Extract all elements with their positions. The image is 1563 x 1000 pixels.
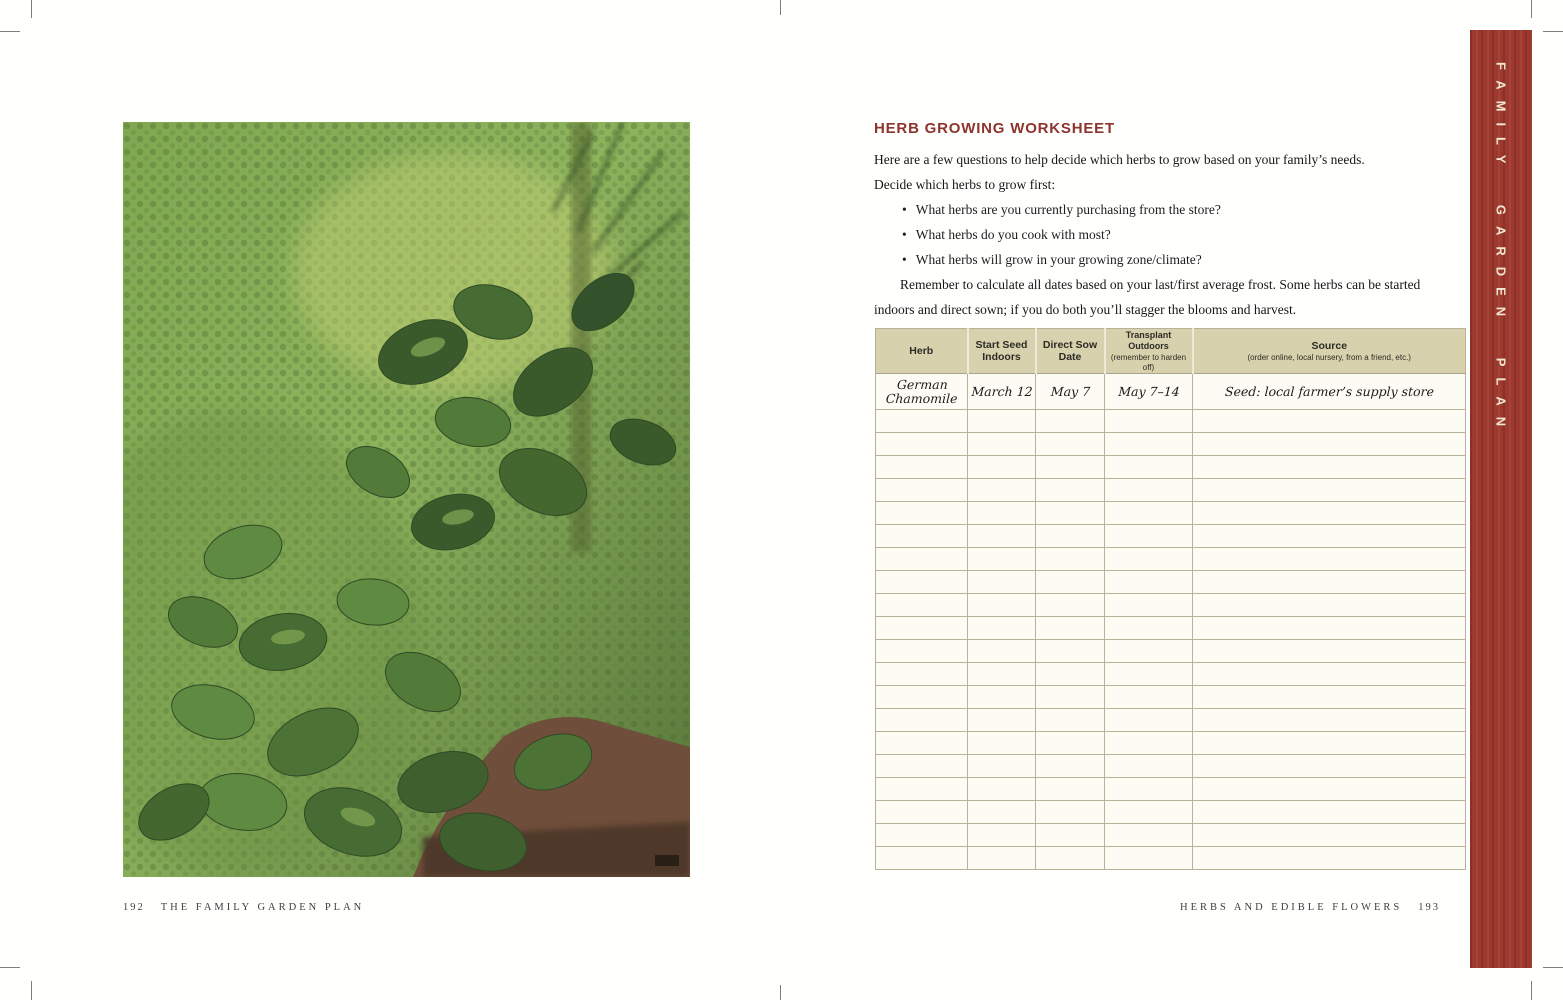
empty-table-row [876,755,1466,778]
left-page-number: 192 [123,902,145,913]
column-header-transplant-outdoors: Transplant Outdoors (remember to harden off) [1105,329,1193,374]
empty-table-cell [1036,525,1105,548]
empty-table-cell [876,410,968,433]
empty-table-cell [1105,456,1193,479]
empty-table-row [876,847,1466,870]
empty-table-row [876,663,1466,686]
empty-table-cell [876,571,968,594]
empty-table-cell [968,686,1036,709]
crop-mark [1543,31,1563,32]
cell-source: Seed: local farmer’s supply store [1192,374,1467,410]
bullet-icon: • [902,227,907,242]
empty-table-cell [1105,479,1193,502]
crop-mark [780,985,781,1000]
worksheet-bullet [902,197,1464,222]
empty-table-cell [1193,778,1466,801]
empty-table-cell [1105,502,1193,525]
empty-table-cell [1193,755,1466,778]
empty-table-cell [968,571,1036,594]
empty-table-cell [876,456,968,479]
empty-table-cell [968,548,1036,571]
empty-table-cell [876,847,968,870]
cell-herb: German Chamomile [875,374,969,410]
empty-table-cell [1193,502,1466,525]
empty-table-cell [1036,778,1105,801]
empty-table-cell [968,709,1036,732]
bullet-text: What herbs do you cook with most? [915,227,1111,242]
empty-table-cell [1193,640,1466,663]
empty-table-cell [876,663,968,686]
empty-table-row [876,433,1466,456]
column-header-source: Source (order online, local nursery, from a friend, etc.) [1193,329,1466,374]
empty-table-cell [1193,594,1466,617]
empty-table-cell [876,433,968,456]
table-header-row [876,329,1466,374]
empty-table-cell [876,732,968,755]
empty-table-cell [1105,801,1193,824]
filled-table-row [876,374,1466,410]
empty-table-row [876,479,1466,502]
empty-table-cell [968,663,1036,686]
book-title: THE FAMILY GARDEN PLAN [160,902,365,913]
empty-table-row [876,525,1466,548]
empty-table-cell [968,502,1036,525]
herb-photo [123,122,690,877]
empty-table-cell [1036,548,1105,571]
empty-table-cell [1105,525,1193,548]
empty-table-cell [1105,778,1193,801]
empty-table-cell [1105,663,1193,686]
empty-table-cell [876,755,968,778]
empty-table-cell [968,847,1036,870]
crop-mark [0,31,20,32]
empty-table-cell [876,617,968,640]
empty-table-cell [1036,824,1105,847]
empty-table-cell [1193,548,1466,571]
worksheet-intro: Here are a few questions to help decide which herbs to grow based on your family’s needs. [874,152,1365,167]
empty-table-row [876,640,1466,663]
empty-table-cell [1036,732,1105,755]
empty-table-cell [968,594,1036,617]
empty-table-row [876,571,1466,594]
empty-table-cell [1193,824,1466,847]
empty-table-cell [876,502,968,525]
empty-table-cell [1105,732,1193,755]
column-header-herb: Herb [876,329,968,374]
empty-table-cell [968,640,1036,663]
empty-table-row [876,709,1466,732]
empty-table-cell [968,410,1036,433]
empty-table-cell [876,479,968,502]
empty-table-row [876,410,1466,433]
empty-table-cell [968,479,1036,502]
cell-transplant-outdoors: May 7–14 [1104,374,1194,410]
empty-table-cell [876,525,968,548]
empty-table-cell [1036,640,1105,663]
empty-table-cell [1105,548,1193,571]
cell-start-seed-indoors: March 12 [967,374,1037,410]
empty-table-row [876,801,1466,824]
crop-mark [1531,981,1532,1000]
empty-table-cell [1193,456,1466,479]
empty-table-cell [1193,663,1466,686]
worksheet-note: Remember to calculate all dates based on your last/first average frost. Some herbs can be started indoors and direct sown; if you do both you’ll stagger the blooms and harvest. [874,277,1421,317]
empty-table-cell [968,755,1036,778]
cell-direct-sow-date: May 7 [1035,374,1106,410]
crop-mark [0,967,20,968]
empty-table-cell [1036,686,1105,709]
crop-mark [31,0,32,18]
empty-table-cell [876,824,968,847]
empty-table-cell [1105,824,1193,847]
empty-table-cell [1105,686,1193,709]
empty-table-cell [1105,433,1193,456]
empty-table-cell [1036,502,1105,525]
empty-table-row [876,824,1466,847]
worksheet-bullet [902,222,1464,247]
empty-table-cell [968,433,1036,456]
empty-table-cell [1036,456,1105,479]
empty-table-cell [1036,617,1105,640]
crop-mark [1531,0,1532,18]
empty-table-cell [1193,410,1466,433]
herb-photo-illustration [123,122,690,877]
worksheet-text-block [874,120,1464,322]
empty-table-cell [1193,525,1466,548]
worksheet-prompt: Decide which herbs to grow first: [874,177,1056,192]
empty-table-row [876,456,1466,479]
empty-table-cell [1036,801,1105,824]
empty-table-cell [1105,617,1193,640]
bullet-text: What herbs will grow in your growing zone/climate? [915,252,1202,267]
right-page-number: 193 [1418,902,1440,913]
empty-table-cell [1193,847,1466,870]
empty-table-cell [1105,410,1193,433]
empty-table-row [876,548,1466,571]
empty-table-cell [1105,847,1193,870]
bullet-icon: • [902,252,907,267]
crop-mark [780,0,781,15]
empty-table-cell [876,686,968,709]
empty-table-cell [876,640,968,663]
worksheet-bullet [902,247,1464,272]
empty-table-cell [1105,640,1193,663]
empty-table-cell [1036,594,1105,617]
empty-table-cell [1105,755,1193,778]
empty-table-cell [1036,847,1105,870]
empty-table-row [876,732,1466,755]
empty-table-cell [968,732,1036,755]
empty-table-cell [1036,663,1105,686]
empty-table-cell [1193,709,1466,732]
empty-table-cell [1036,571,1105,594]
column-header-start-seed-indoors: Start Seed Indoors [968,329,1036,374]
empty-table-cell [1036,755,1105,778]
bullet-text: What herbs are you currently purchasing from the store? [915,202,1221,217]
chapter-tab-label: FAMILY GARDEN PLAN [1493,62,1509,438]
worksheet-heading: HERB GROWING WORKSHEET [874,120,1115,137]
empty-table-cell [1193,686,1466,709]
empty-table-cell [968,456,1036,479]
empty-table-cell [876,548,968,571]
empty-table-row [876,502,1466,525]
crop-mark [1543,967,1563,968]
empty-table-row [876,686,1466,709]
empty-table-cell [1193,433,1466,456]
empty-table-cell [876,778,968,801]
empty-table-cell [1193,479,1466,502]
herb-table-body [876,374,1466,870]
empty-table-cell [968,617,1036,640]
empty-table-cell [876,709,968,732]
empty-table-cell [1105,709,1193,732]
empty-table-cell [1036,433,1105,456]
empty-table-cell [1193,617,1466,640]
column-header-direct-sow-date: Direct Sow Date [1036,329,1105,374]
empty-table-cell [968,778,1036,801]
empty-table-cell [1193,571,1466,594]
empty-table-cell [1105,594,1193,617]
empty-table-cell [876,594,968,617]
empty-table-row [876,594,1466,617]
empty-table-row [876,778,1466,801]
bullet-icon: • [902,202,907,217]
empty-table-cell [1193,801,1466,824]
right-page-footer [875,902,1440,913]
herb-growing-table [875,328,1466,870]
empty-table-cell [1193,732,1466,755]
empty-table-cell [968,824,1036,847]
empty-table-cell [968,801,1036,824]
empty-table-cell [1105,571,1193,594]
worksheet-bullet-list [874,197,1464,272]
chapter-side-tab [1470,30,1532,968]
empty-table-cell [1036,410,1105,433]
empty-table-cell [876,801,968,824]
chapter-title: HERBS AND EDIBLE FLOWERS [1180,902,1403,913]
left-page-footer [123,902,364,913]
crop-mark [31,981,32,1000]
empty-table-cell [1036,709,1105,732]
empty-table-row [876,617,1466,640]
empty-table-cell [968,525,1036,548]
empty-table-cell [1036,479,1105,502]
